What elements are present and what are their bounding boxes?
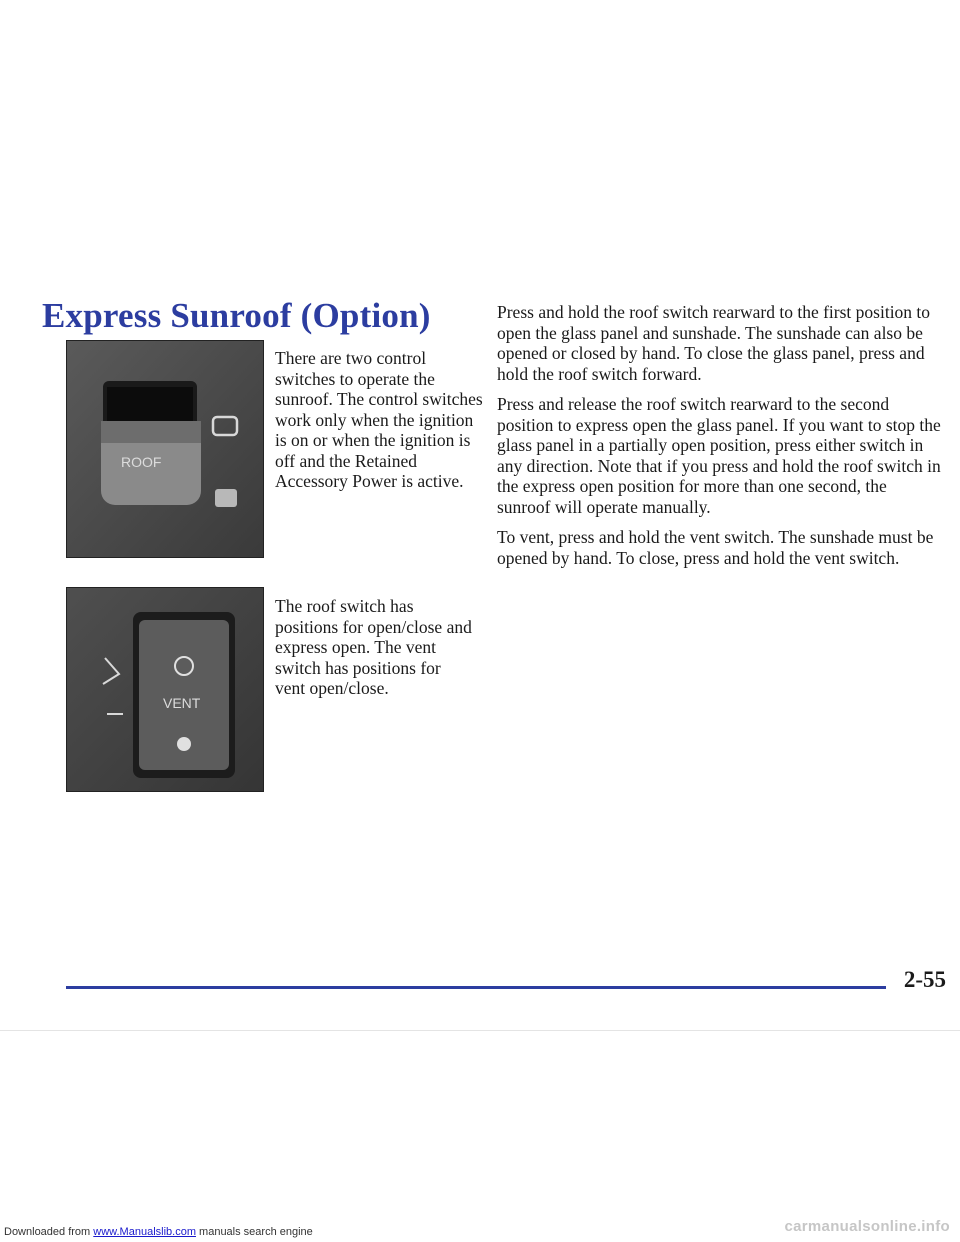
- footer-rule: [66, 986, 886, 989]
- page-number: 2-55: [903, 967, 946, 992]
- page-title: Express Sunroof (Option): [42, 296, 431, 335]
- manualslib-link[interactable]: www.Manualslib.com: [93, 1226, 196, 1238]
- footer-suffix: manuals search engine: [195, 1226, 313, 1238]
- watermark-brand: carmanualsonline.info: [784, 1218, 950, 1235]
- vent-switch-photo: [66, 587, 264, 792]
- roof-switch-label: ROOF: [121, 454, 162, 470]
- vent-switch-label: VENT: [163, 695, 201, 711]
- download-footer: [4, 1226, 313, 1238]
- instructions-column: [497, 302, 941, 578]
- switch-positions-paragraph: The roof switch has positions for open/close and express open. The vent switch has positions for vent open/close.: [275, 596, 472, 698]
- footer-prefix: Downloaded from: [4, 1226, 94, 1238]
- intro-paragraph: There are two control switches to operate the sunroof. The control switches work only when the ignition is on or when the ignition is off and the Retained Accessory Power is active.: [275, 348, 483, 491]
- divider: [0, 1030, 960, 1031]
- open-instructions-paragraph: Press and hold the roof switch rearward to the first position to open the glass panel and sunshade. The sunshade can also be opened or closed by hand. To close the glass panel, press and hold the roof switch forward.: [497, 302, 931, 384]
- express-open-paragraph: Press and release the roof switch rearward to the second position to express open the glass panel. If you want to stop the glass panel in a partially open position, press either switch in any direction. Note that if you press and hold the roof switch in the express open position for more than one second, the sunroof will operate manually.: [497, 394, 941, 517]
- roof-switch-photo: [66, 340, 264, 558]
- vent-instructions-paragraph: To vent, press and hold the vent switch. The sunshade must be opened by hand. To close, press and hold the vent switch.: [497, 527, 934, 568]
